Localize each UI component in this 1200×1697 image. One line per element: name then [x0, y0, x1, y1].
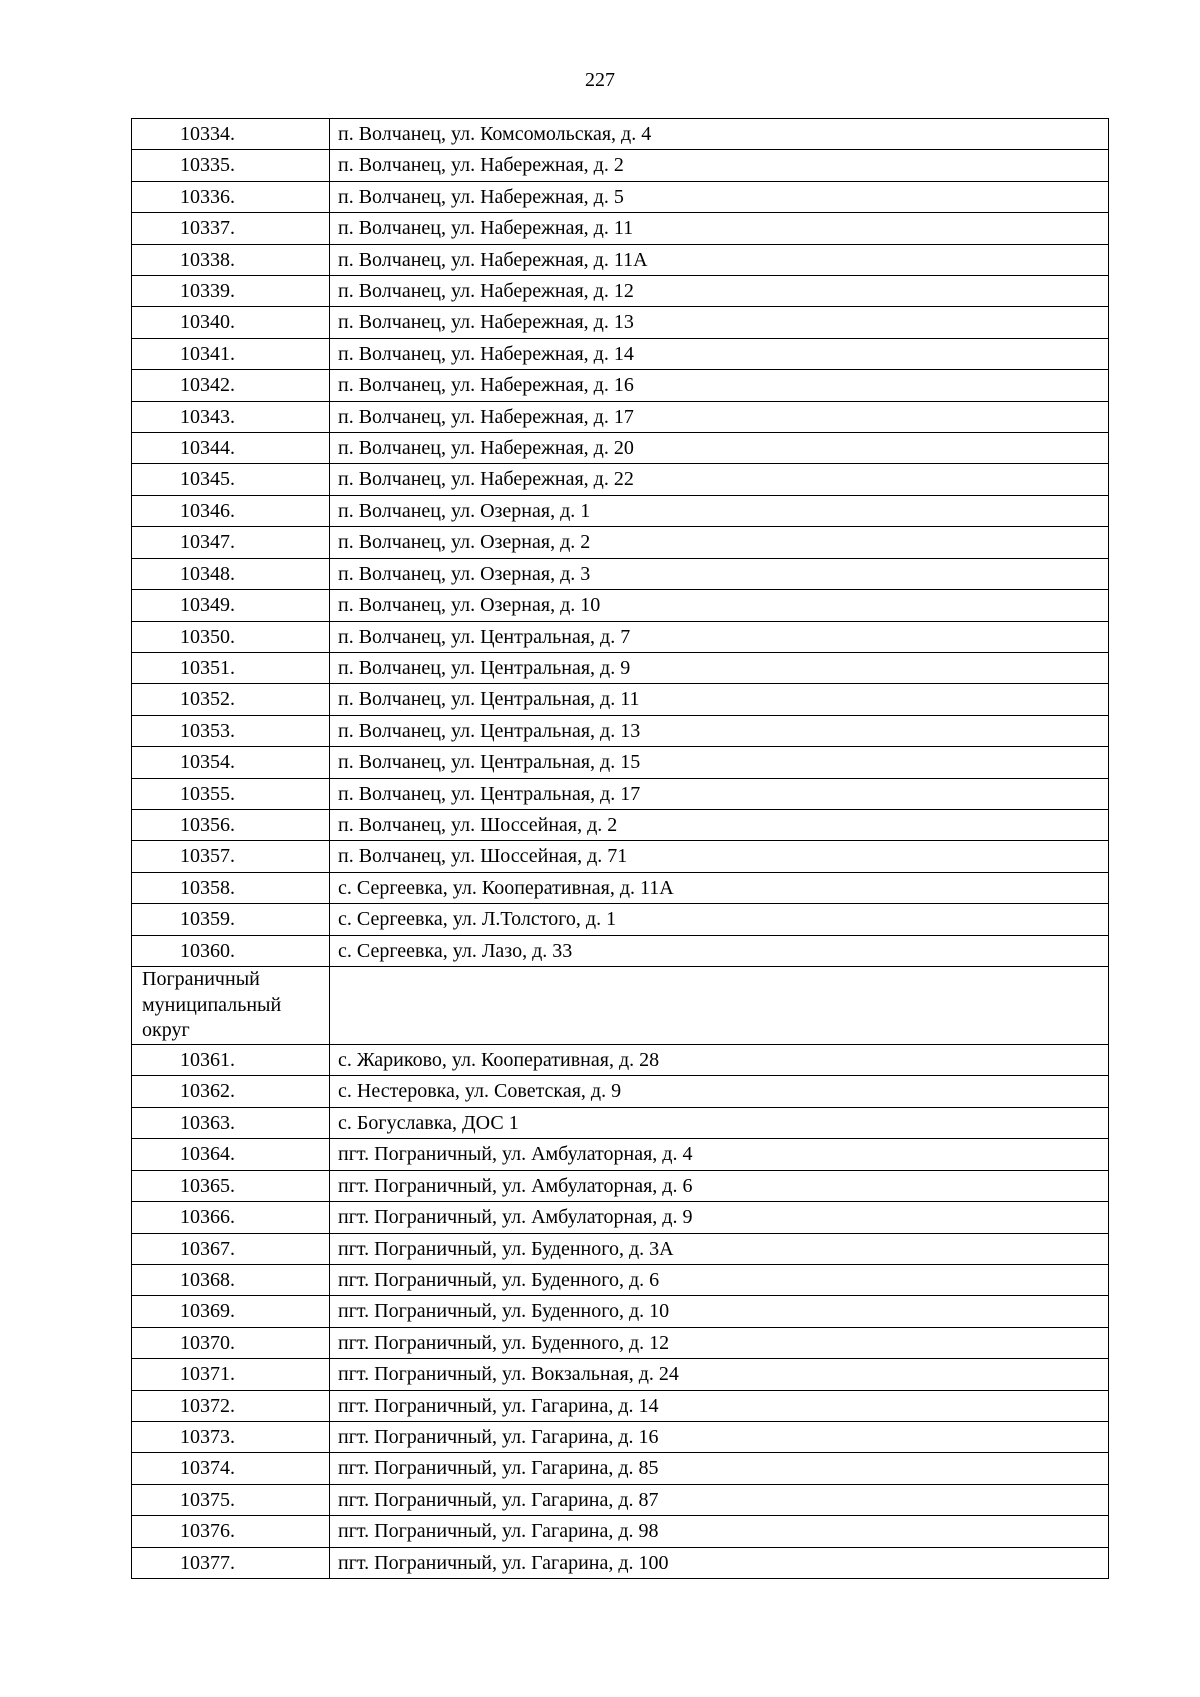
- row-number-cell: 10369.: [132, 1296, 330, 1327]
- row-number-cell: 10350.: [132, 621, 330, 652]
- table-row: [132, 621, 1109, 652]
- row-number-cell: 10357.: [132, 841, 330, 872]
- table-row: [132, 1296, 1109, 1327]
- table-row: [132, 1139, 1109, 1170]
- table-row: [132, 558, 1109, 589]
- table-row: [132, 1484, 1109, 1515]
- row-number-cell: 10354.: [132, 747, 330, 778]
- address-cell: пгт. Пограничный, ул. Гагарина, д. 85: [330, 1453, 1109, 1484]
- address-cell: п. Волчанец, ул. Озерная, д. 10: [330, 590, 1109, 621]
- table-row: [132, 1359, 1109, 1390]
- table-row: [132, 1264, 1109, 1295]
- row-number-cell: 10358.: [132, 872, 330, 903]
- row-number-cell: 10362.: [132, 1076, 330, 1107]
- table-row: [132, 1107, 1109, 1138]
- table-row: [132, 1076, 1109, 1107]
- table-row: [132, 181, 1109, 212]
- address-cell: с. Жариково, ул. Кооперативная, д. 28: [330, 1045, 1109, 1076]
- row-number-cell: 10343.: [132, 401, 330, 432]
- table-row: [132, 1390, 1109, 1421]
- address-cell: пгт. Пограничный, ул. Гагарина, д. 100: [330, 1547, 1109, 1578]
- table-row: [132, 119, 1109, 150]
- address-cell: п. Волчанец, ул. Набережная, д. 11А: [330, 244, 1109, 275]
- address-cell: п. Волчанец, ул. Шоссейная, д. 2: [330, 809, 1109, 840]
- address-cell: пгт. Пограничный, ул. Буденного, д. 6: [330, 1264, 1109, 1295]
- row-number-cell: 10371.: [132, 1359, 330, 1390]
- table-row: [132, 904, 1109, 935]
- address-cell: п. Волчанец, ул. Набережная, д. 13: [330, 307, 1109, 338]
- row-number-cell: 10341.: [132, 338, 330, 369]
- section-title-line-1: Пограничный: [142, 967, 260, 990]
- address-cell: п. Волчанец, ул. Центральная, д. 9: [330, 652, 1109, 683]
- address-cell: п. Волчанец, ул. Центральная, д. 13: [330, 715, 1109, 746]
- row-number-cell: 10336.: [132, 181, 330, 212]
- table-row: [132, 1233, 1109, 1264]
- table-row: [132, 1327, 1109, 1358]
- address-cell: с. Сергеевка, ул. Лазо, д. 33: [330, 935, 1109, 966]
- address-cell: пгт. Пограничный, ул. Буденного, д. 12: [330, 1327, 1109, 1358]
- table-row: [132, 652, 1109, 683]
- row-number-cell: 10347.: [132, 527, 330, 558]
- table-row: [132, 527, 1109, 558]
- address-cell: п. Волчанец, ул. Озерная, д. 1: [330, 495, 1109, 526]
- row-number-cell: 10352.: [132, 684, 330, 715]
- table-row: [132, 841, 1109, 872]
- table-row: [132, 401, 1109, 432]
- row-number-cell: 10360.: [132, 935, 330, 966]
- table-row: [132, 1453, 1109, 1484]
- table-row: [132, 1170, 1109, 1201]
- address-cell: п. Волчанец, ул. Набережная, д. 17: [330, 401, 1109, 432]
- row-number-cell: 10346.: [132, 495, 330, 526]
- table-row: [132, 244, 1109, 275]
- row-number-cell: 10353.: [132, 715, 330, 746]
- row-number-cell: 10359.: [132, 904, 330, 935]
- table-row: [132, 370, 1109, 401]
- page-number: 227: [585, 69, 615, 91]
- row-number-cell: 10366.: [132, 1202, 330, 1233]
- table-row: [132, 307, 1109, 338]
- row-number-cell: 10335.: [132, 150, 330, 181]
- address-cell: с. Сергеевка, ул. Л.Толстого, д. 1: [330, 904, 1109, 935]
- address-cell: п. Волчанец, ул. Центральная, д. 11: [330, 684, 1109, 715]
- address-cell: п. Волчанец, ул. Центральная, д. 15: [330, 747, 1109, 778]
- address-cell: пгт. Пограничный, ул. Амбулаторная, д. 6: [330, 1170, 1109, 1201]
- table-row: [132, 213, 1109, 244]
- table-row: [132, 1202, 1109, 1233]
- section-title-line-3: округ: [142, 1019, 190, 1042]
- table-row: [132, 276, 1109, 307]
- address-cell: пгт. Пограничный, ул. Гагарина, д. 16: [330, 1421, 1109, 1452]
- address-cell: п. Волчанец, ул. Набережная, д. 12: [330, 276, 1109, 307]
- row-number-cell: 10377.: [132, 1547, 330, 1578]
- address-cell: с. Нестеровка, ул. Советская, д. 9: [330, 1076, 1109, 1107]
- table-row: [132, 809, 1109, 840]
- address-cell: пгт. Пограничный, ул. Амбулаторная, д. 4: [330, 1139, 1109, 1170]
- address-cell: п. Волчанец, ул. Набережная, д. 5: [330, 181, 1109, 212]
- row-number-cell: 10340.: [132, 307, 330, 338]
- table-row: [132, 778, 1109, 809]
- address-table-body-lower: [132, 1045, 1109, 1579]
- row-number-cell: 10334.: [132, 119, 330, 150]
- table-row: [132, 715, 1109, 746]
- row-number-cell: 10372.: [132, 1390, 330, 1421]
- row-number-cell: 10363.: [132, 1107, 330, 1138]
- address-cell: пгт. Пограничный, ул. Гагарина, д. 87: [330, 1484, 1109, 1515]
- table-row: [132, 590, 1109, 621]
- address-table: [131, 118, 1109, 1579]
- section-header-row: [132, 966, 1109, 1044]
- address-cell: п. Волчанец, ул. Набережная, д. 11: [330, 213, 1109, 244]
- table-row: [132, 872, 1109, 903]
- table-row: [132, 747, 1109, 778]
- row-number-cell: 10373.: [132, 1421, 330, 1452]
- table-row: [132, 150, 1109, 181]
- table-row: [132, 935, 1109, 966]
- section-group: [132, 966, 1109, 1044]
- address-table-body-upper: [132, 119, 1109, 967]
- table-row: [132, 433, 1109, 464]
- address-cell: п. Волчанец, ул. Центральная, д. 7: [330, 621, 1109, 652]
- row-number-cell: 10351.: [132, 652, 330, 683]
- address-cell: пгт. Пограничный, ул. Буденного, д. 10: [330, 1296, 1109, 1327]
- address-cell: п. Волчанец, ул. Набережная, д. 14: [330, 338, 1109, 369]
- row-number-cell: 10365.: [132, 1170, 330, 1201]
- row-number-cell: 10376.: [132, 1516, 330, 1547]
- address-cell: пгт. Пограничный, ул. Вокзальная, д. 24: [330, 1359, 1109, 1390]
- address-cell: п. Волчанец, ул. Озерная, д. 3: [330, 558, 1109, 589]
- address-cell: с. Богуславка, ДОС 1: [330, 1107, 1109, 1138]
- row-number-cell: 10367.: [132, 1233, 330, 1264]
- row-number-cell: 10364.: [132, 1139, 330, 1170]
- address-cell: п. Волчанец, ул. Набережная, д. 16: [330, 370, 1109, 401]
- row-number-cell: 10338.: [132, 244, 330, 275]
- table-row: [132, 1045, 1109, 1076]
- address-cell: п. Волчанец, ул. Набережная, д. 20: [330, 433, 1109, 464]
- section-title-line-2: муниципальный: [142, 993, 282, 1016]
- table-row: [132, 1547, 1109, 1578]
- row-number-cell: 10356.: [132, 809, 330, 840]
- table-row: [132, 338, 1109, 369]
- section-title-cell: [132, 966, 330, 1044]
- row-number-cell: 10344.: [132, 433, 330, 464]
- section-empty-cell: [330, 966, 1109, 1044]
- table-row: [132, 1516, 1109, 1547]
- address-cell: п. Волчанец, ул. Центральная, д. 17: [330, 778, 1109, 809]
- address-cell: п. Волчанец, ул. Комсомольская, д. 4: [330, 119, 1109, 150]
- address-cell: пгт. Пограничный, ул. Буденного, д. 3А: [330, 1233, 1109, 1264]
- address-cell: пгт. Пограничный, ул. Гагарина, д. 98: [330, 1516, 1109, 1547]
- row-number-cell: 10355.: [132, 778, 330, 809]
- row-number-cell: 10349.: [132, 590, 330, 621]
- table-row: [132, 495, 1109, 526]
- row-number-cell: 10345.: [132, 464, 330, 495]
- row-number-cell: 10368.: [132, 1264, 330, 1295]
- table-row: [132, 684, 1109, 715]
- row-number-cell: 10348.: [132, 558, 330, 589]
- row-number-cell: 10339.: [132, 276, 330, 307]
- table-row: [132, 464, 1109, 495]
- row-number-cell: 10342.: [132, 370, 330, 401]
- row-number-cell: 10374.: [132, 1453, 330, 1484]
- address-cell: п. Волчанец, ул. Набережная, д. 22: [330, 464, 1109, 495]
- address-cell: пгт. Пограничный, ул. Гагарина, д. 14: [330, 1390, 1109, 1421]
- address-cell: п. Волчанец, ул. Набережная, д. 2: [330, 150, 1109, 181]
- address-cell: с. Сергеевка, ул. Кооперативная, д. 11А: [330, 872, 1109, 903]
- address-cell: п. Волчанец, ул. Шоссейная, д. 71: [330, 841, 1109, 872]
- row-number-cell: 10370.: [132, 1327, 330, 1358]
- row-number-cell: 10375.: [132, 1484, 330, 1515]
- table-row: [132, 1421, 1109, 1452]
- row-number-cell: 10361.: [132, 1045, 330, 1076]
- address-cell: пгт. Пограничный, ул. Амбулаторная, д. 9: [330, 1202, 1109, 1233]
- address-cell: п. Волчанец, ул. Озерная, д. 2: [330, 527, 1109, 558]
- row-number-cell: 10337.: [132, 213, 330, 244]
